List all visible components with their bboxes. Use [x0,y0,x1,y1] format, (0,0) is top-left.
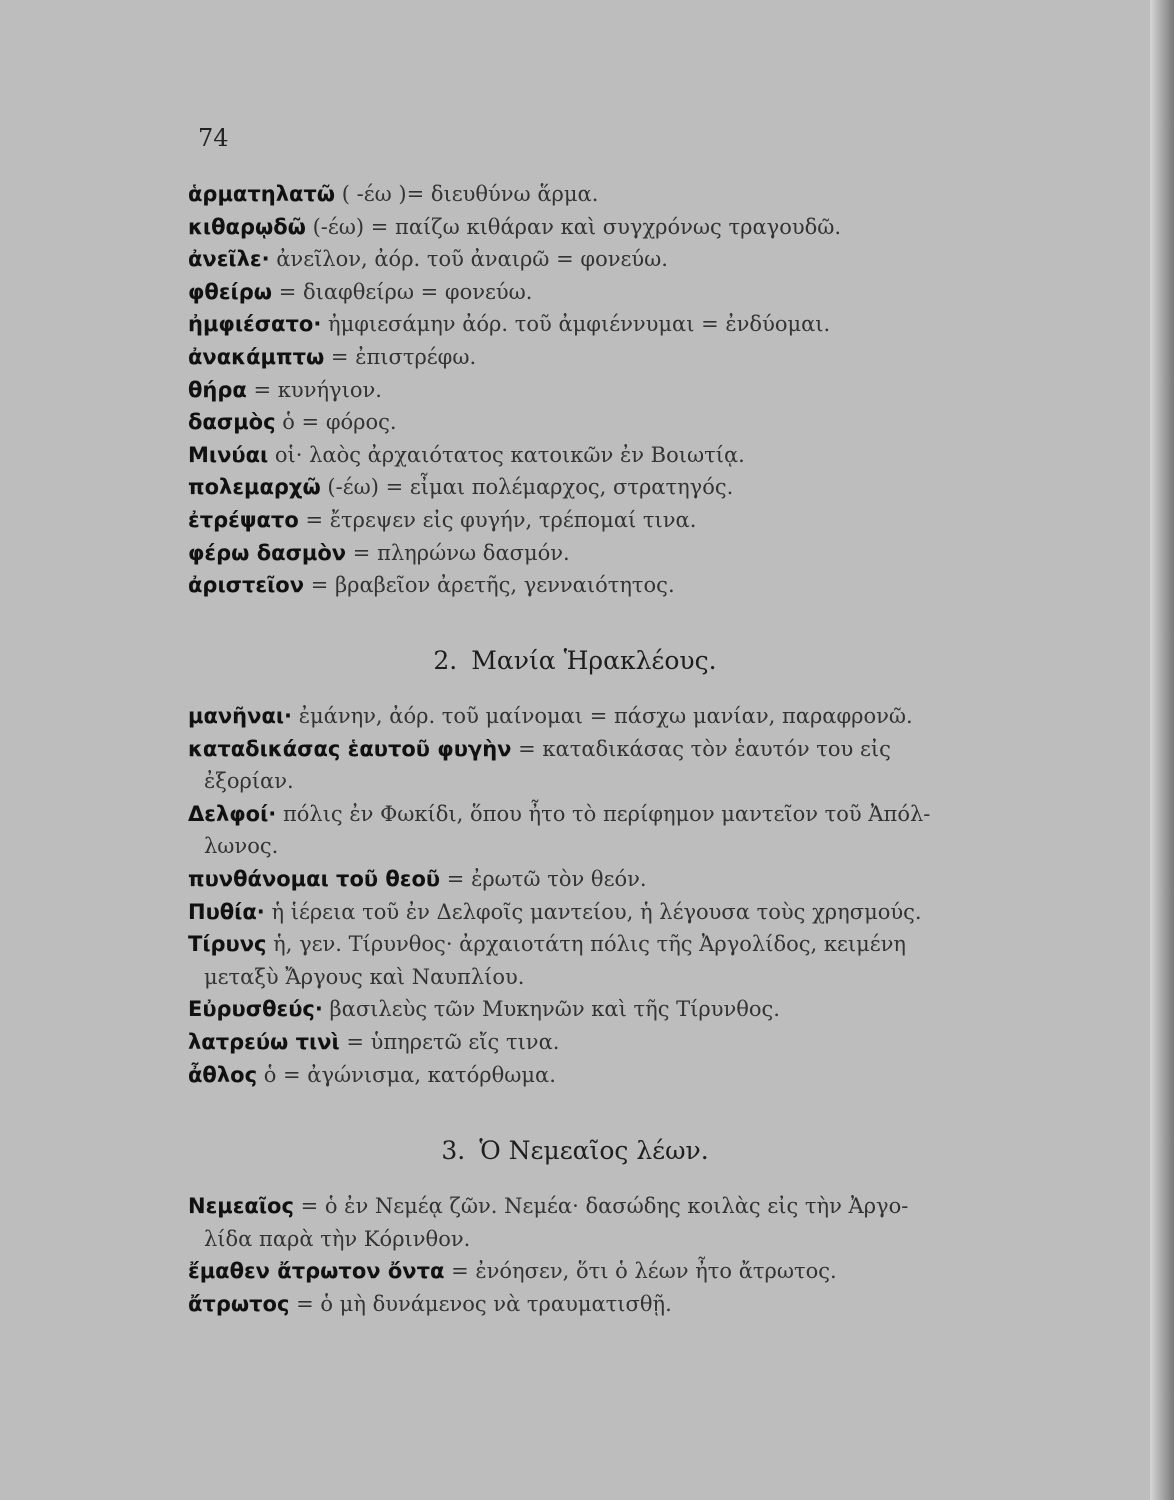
definition: πόλις ἐν Φωκίδι, ὅπου ἦτο τὸ περίφημον μαντεῖον τοῦ Ἀπόλ- [282,801,931,826]
definition: = ἐνόησεν, ὅτι ὁ λέων ἦτο ἄτρωτος. [451,1259,837,1284]
headword: ἐτρέψατο [188,507,299,532]
headword: μανῆναι· [188,704,293,728]
glossary-entry [188,569,1128,602]
headword: Πυθία· [188,899,265,924]
glossary-entry [188,928,1128,961]
glossary-entry [188,700,1128,733]
glossary-entry [188,733,1128,766]
headword: Νεμεαῖος [188,1194,294,1218]
headword: φθείρω [188,279,273,304]
headword: ἁρματηλατῶ [188,182,336,206]
glossary-entry [188,471,1128,504]
headword: λατρεύω τινὶ [188,1029,340,1054]
glossary-entry-continuation [188,765,1128,798]
definition: (-έω) = παίζω κιθάραν καὶ συγχρόνως τραγουδῶ. [312,214,842,239]
definition: ( -έω )= διευθύνω ἅρμα. [341,182,599,206]
definition: = ἐπιστρέφω. [330,344,477,369]
definition: = κυνήγιον. [253,377,382,402]
headword: ἠμφιέσατο· [188,312,322,337]
glossary-entry [188,537,1128,570]
headword: Τίρυνς [188,932,267,957]
headword: Εὐρυσθεύς· [188,997,323,1022]
headword: ἄτρωτος [188,1291,290,1316]
definition: (-έω) = εἶμαι πολέμαρχος, στρατηγός. [327,475,734,500]
page-number: 74 [198,124,229,152]
headword: Μινύαι [188,442,269,467]
heading-number: 2. [433,646,458,675]
definition: = πληρώνω δασμόν. [352,540,570,565]
page-edge [1150,0,1174,1500]
definition: ὁ = ἀγώνισμα, κατόρθωμα. [263,1062,556,1087]
glossary-entry [188,1288,1128,1321]
glossary-entry [188,276,1128,309]
headword: θήρα [188,377,247,402]
headword: ἆθλος [188,1062,258,1087]
headword: δασμὸς [188,410,276,435]
headword: Δελφοί· [188,801,277,826]
glossary-section-1 [188,178,1128,602]
glossary-entry [188,341,1128,374]
glossary-entry-continuation [188,1223,1128,1256]
glossary-entry [188,896,1128,929]
glossary-entry [188,211,1128,244]
definition: λίδα παρὰ τὴν Κόρινθον. [204,1226,471,1251]
glossary-entry [188,1059,1128,1092]
glossary-entry-continuation [188,830,1128,863]
definition: = ὁ ἐν Νεμέᾳ ζῶν. Νεμέα· δασώδης κοιλὰς εἰς τὴν Ἀργο- [300,1194,909,1218]
headword: ἀνεῖλε· [188,247,270,272]
definition: λωνος. [204,834,279,859]
definition: ἀνεῖλον, ἀόρ. τοῦ ἀναιρῶ = φονεύω. [276,247,668,272]
definition: = ὁ μὴ δυνάμενος νὰ τραυματισθῇ. [296,1291,672,1316]
definition: ἠμφιεσάμην ἀόρ. τοῦ ἀμφιέννυμαι = ἐνδύομαι. [327,312,831,337]
headword: ἀνακάμπτω [188,344,325,369]
heading-title: Μανία Ἡρακλέους. [471,646,717,675]
glossary-section-2 [188,700,1128,1091]
glossary-entry [188,1026,1128,1059]
definition: = ὑπηρετῶ εἴς τινα. [346,1029,560,1054]
definition: βασιλεὺς τῶν Μυκηνῶν καὶ τῆς Τίρυνθος. [329,997,780,1022]
glossary-entry [188,243,1128,276]
headword: φέρω δασμὸν [188,540,347,565]
definition: ἐμάνην, ἀόρ. τοῦ μαίνομαι = πάσχω μανίαν, παραφρονῶ. [298,704,913,728]
glossary-section-3 [188,1190,1128,1320]
headword: ἀριστεῖον [188,573,305,598]
glossary-entry [188,1255,1128,1288]
headword: καταδικάσας ἑαυτοῦ φυγὴν [188,736,512,761]
glossary-entry-continuation [188,961,1128,994]
glossary-entry [188,439,1128,472]
definition: = καταδικάσας τὸν ἑαυτόν του εἰς [518,736,891,761]
glossary-entry [188,308,1128,341]
section-heading-2 [0,646,1150,675]
definition: οἱ· λαὸς ἀρχαιότατος κατοικῶν ἐν Βοιωτίᾳ. [274,442,745,467]
section-heading-3 [0,1136,1150,1165]
definition: = ἔτρεψεν εἰς φυγήν, τρέπομαί τινα. [305,507,697,532]
definition: ἐξορίαν. [204,769,294,794]
glossary-entry [188,798,1128,831]
definition: ἡ, γεν. Τίρυνθος· ἀρχαιοτάτη πόλις τῆς Ἀργολίδος, κειμένη [273,932,906,957]
definition: ἡ ἱέρεια τοῦ ἐν Δελφοῖς μαντείου, ἡ λέγουσα τοὺς χρησμούς. [271,899,922,924]
headword: πολεμαρχῶ [188,475,321,500]
heading-title: Ὁ Νεμεαῖος λέων. [479,1136,709,1165]
definition: = ἐρωτῶ τὸν θεόν. [446,866,647,891]
headword: ἔμαθεν ἄτρωτον ὄντα [188,1259,445,1284]
definition: ὁ = φόρος. [282,410,397,435]
glossary-entry [188,374,1128,407]
definition: μεταξὺ Ἄργους καὶ Ναυπλίου. [204,964,525,989]
glossary-entry [188,406,1128,439]
definition: = διαφθείρω = φονεύω. [278,279,533,304]
glossary-entry [188,178,1128,211]
headword: κιθαρῳδῶ [188,214,306,239]
glossary-entry [188,863,1128,896]
glossary-entry [188,993,1128,1026]
headword: πυνθάνομαι τοῦ θεοῦ [188,866,441,891]
glossary-entry [188,1190,1128,1223]
glossary-entry [188,504,1128,537]
heading-number: 3. [441,1136,466,1165]
definition: = βραβεῖον ἀρετῆς, γενναιότητος. [310,573,675,598]
